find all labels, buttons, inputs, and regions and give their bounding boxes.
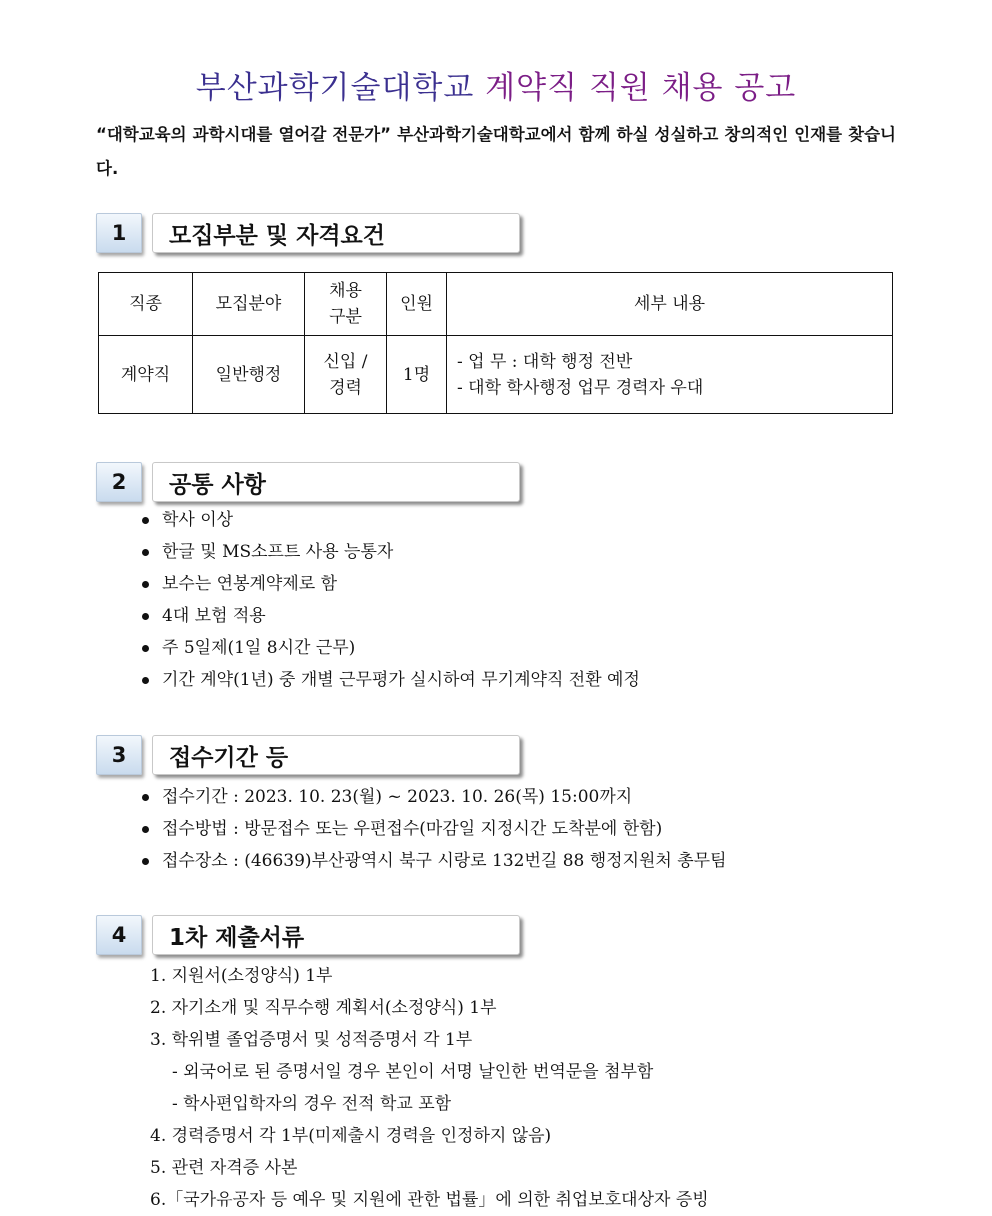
recruitment-table [98,272,893,414]
list-item: 4. 경력증명서 각 1부(미제출시 경력을 인정하지 않음) [150,1126,552,1146]
section-4-number: 4 [96,915,142,955]
list-item: 기간 계약(1년) 중 개별 근무평가 실시하여 무기계약직 전환 예정 [140,664,640,696]
title-job-posting: 계약직 직원 채용 공고 [485,70,797,106]
list-item: 주 5일제(1일 8시간 근무) [140,632,640,664]
section-1-title: 모집부분 및 자격요건 [152,213,520,253]
cell-hire-type: 신입 / 경력 [305,336,387,414]
page-title [0,62,992,107]
list-item: 접수방법 : 방문접수 또는 우편접수(마감일 지정시간 도착분에 한함) [140,813,727,845]
list-item: 3. 학위별 졸업증명서 및 성적증명서 각 1부 [150,1030,473,1050]
header-hire-type: 채용 구분 [305,273,387,336]
reception-list [140,781,727,877]
list-item: 보수는 연봉계약제로 함 [140,568,640,600]
list-item: 1. 지원서(소정양식) 1부 [150,966,333,986]
intro-text: “대학교육의 과학시대를 열어갈 전문가” 부산과학기술대학교에서 함께 하실 성실하고 창의적인 인재를 찾습니다. [96,125,896,178]
section-2-title: 공통 사항 [152,462,520,502]
list-item: 접수기간 : 2023. 10. 23(월) ~ 2023. 10. 26(목) 15:00까지 [140,781,727,813]
section-1-number: 1 [96,213,142,253]
detail-line: - 대학 학사행정 업무 경력자 우대 [457,377,704,398]
table-header-row [99,273,893,336]
list-item: 2. 자기소개 및 직무수행 계획서(소정양식) 1부 [150,998,497,1018]
section-2-number: 2 [96,462,142,502]
section-3-number: 3 [96,735,142,775]
section-4-title: 1차 제출서류 [152,915,520,955]
cell-count: 1명 [387,336,447,414]
header-field: 모집분야 [193,273,305,336]
list-item: 학사 이상 [140,504,640,536]
list-item: 한글 및 MS소프트 사용 능통자 [140,536,640,568]
detail-line: - 업 무 : 대학 행정 전반 [457,351,633,372]
section-3-title: 접수기간 등 [152,735,520,775]
header-details: 세부 내용 [447,273,893,336]
header-count: 인원 [387,273,447,336]
list-subitem: - 외국어로 된 증명서일 경우 본인이 서명 날인한 번역문을 첨부함 [172,1062,654,1082]
table-row [99,336,893,414]
list-item: 6.「국가유공자 등 예우 및 지원에 관한 법률」에 의한 취업보호대상자 증빙 [150,1190,709,1210]
cell-field: 일반행정 [193,336,305,414]
list-item: 5. 관련 자격증 사본 [150,1158,298,1178]
list-item: 접수장소 : (46639)부산광역시 북구 시랑로 132번길 88 행정지원처 총무팀 [140,845,727,877]
cell-job-type: 계약직 [99,336,193,414]
header-job-type: 직종 [99,273,193,336]
cell-details [447,336,893,414]
list-subitem: - 학사편입학자의 경우 전적 학교 포함 [172,1094,452,1114]
documents-list [150,960,709,1216]
title-school-name: 부산과학기술대학교 [195,70,475,106]
list-item: 4대 보험 적용 [140,600,640,632]
common-list [140,504,640,696]
